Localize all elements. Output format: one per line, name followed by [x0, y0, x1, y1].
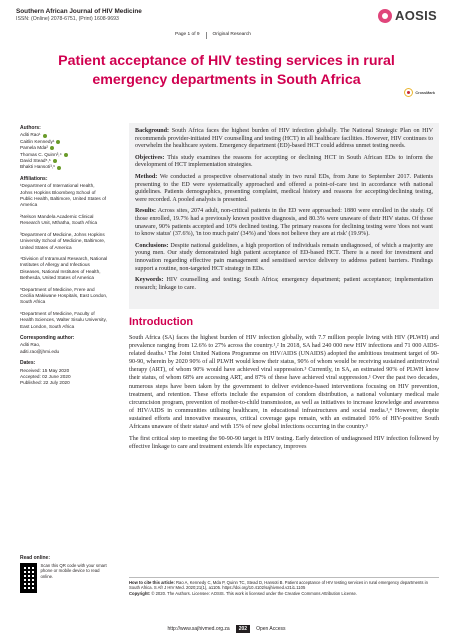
read-online-block	[20, 555, 108, 593]
aosis-logo-text: AOSIS	[395, 8, 437, 23]
abstract-label: Results:	[135, 208, 156, 215]
page-number: 202	[236, 625, 250, 633]
journal-header	[16, 8, 142, 22]
affiliation-item: ⁴Division of Intramural Research, National Institutes of Allergy and Infectious Diseases, National Institutes of Health, Bethesda, United States of America	[20, 255, 108, 281]
authors-heading: Authors:	[20, 125, 41, 131]
abstract-label: Background:	[135, 128, 170, 134]
copyright-label: Copyright:	[129, 590, 151, 596]
read-online-text: Scan this QR code with your smart phone or mobile device to read online.	[40, 563, 107, 579]
journal-url[interactable]: http://www.sajhivmed.org.za	[167, 626, 230, 632]
citation-text[interactable]: Rao A, Kennedy C, Mda P, Quinn TC, Stead D, Hansoti B. Patient acceptance of HIV testing services in rural emergency departments in South Africa. S Afr J HIV Med. 2020;21(1), a1105. https://doi.org/10.4102/sajhivmed.v21i1.1105	[129, 580, 428, 591]
journal-issn: ISSN: (Online) 2078-6751, (Print) 1608-9693	[16, 16, 119, 22]
abstract-keywords	[135, 277, 433, 292]
dates-heading: Dates:	[20, 360, 36, 367]
affiliation-item: ³Department of Medicine, Johns Hopkins University School of Medicine, Baltimore, United States of America	[20, 231, 106, 250]
corresponding-name: Aditi Rao,	[20, 342, 41, 348]
page-info	[175, 32, 251, 39]
author-name: Bhakti Hansoti³,⁶	[20, 164, 56, 170]
abstract-box	[129, 123, 439, 309]
citation-block	[129, 577, 439, 596]
abstract-objectives	[135, 155, 433, 170]
affiliation-item: ¹Department of International Health, Johns Hopkins Bloomberg School of Public Health, Baltimore, United States of America	[20, 183, 106, 208]
journal-name: Southern African Journal of HIV Medicine	[16, 8, 142, 15]
author-name: David Stead⁵,⁶	[20, 158, 51, 164]
how-to-cite	[129, 580, 439, 591]
citation-label: How to cite this article:	[129, 580, 175, 585]
page-count: Page 1 of 9	[175, 32, 200, 37]
body-paragraph: South Africa (SA) faces the highest burden of HIV infection globally, with 7.7 million people living with HIV (PLWH) and prevalence ranging from 12.6% to 27% across the country.¹,² In 2018, SA had 240 000 new HIV infections and 71 000 AIDS-related deaths.¹ The Joint United Nations Programme on HIV/AIDS (UNAIDS) adopted the ambitious treatment target of 90-90-90, wherein by 2020 90% of all PLWH would know their status, 90% of whom would be receiving sustained antiretroviral therapy (ART), of whom 90% would have achieved viral suppression.³ Currently, in SA, an estimated 90% of PLWH know their status, of whom 68% are accessing ART, and 87% of these have achieved viral suppression.¹ Over the past two decades, numerous steps have been taken by the government to deliver evidence-based interventions focusing on HIV prevention, treatment, and retention. These efforts include the expansion of condom distribution, a national voluntary medical male circumcision program, prevention of mother-to-child transmission, as well as initiatives to increase knowledge and awareness of HIV/AIDS in communities utilising healthcare, in educational infrastructures and social media.³,⁴ However, despite sustained efforts and innovative measures, critical coverage gaps remain, with an estimated 10% of HIV-positive South Africans unaware of their status¹ and with 15% of new global infections occurring in the country.⁵	[129, 335, 439, 431]
divider	[206, 32, 207, 39]
affiliations-block	[20, 176, 108, 330]
abstract-conclusions	[135, 243, 433, 273]
aosis-logo-icon	[378, 9, 392, 23]
abstract-label: Keywords:	[135, 277, 164, 284]
abstract-text: This study examines the reasons for accepting or declining HCT in South African EDs to inform the development of HCT implementation strategies.	[135, 154, 433, 169]
page-footer	[0, 625, 453, 633]
abstract-results	[135, 208, 433, 238]
orcid-icon[interactable]	[50, 146, 54, 150]
crossmark-label: CrossMark	[415, 90, 435, 95]
date-published: Published: 22 July 2020	[20, 380, 70, 386]
crossmark-badge[interactable]	[404, 88, 435, 97]
abstract-text: Across sites, 2074 adult, non-critical patients in the ED were approached: 1880 were enrolled in the study. Of those enrolled, 19.7% had a previously known positive diagnosis, and 80.3% were unaware of their HIV status. Of those unaware, 90% patients accepted and 10% declined testing. The primary reasons for declining testing were 'does not want to know status' (37.6%), 'in too much pain' (34%) and 'does not believe they are at risk' (19.9%).	[135, 208, 434, 238]
date-received: Received: 15 May 2020	[20, 367, 70, 373]
article-type: Original Research	[212, 32, 251, 37]
corresponding-block	[20, 335, 108, 355]
corresponding-heading: Corresponding author:	[20, 334, 75, 341]
orcid-icon[interactable]	[43, 134, 47, 138]
date-accepted: Accepted: 02 June 2020	[20, 374, 71, 379]
orcid-icon[interactable]	[57, 166, 61, 170]
abstract-method	[135, 174, 433, 204]
introduction-body	[129, 334, 439, 455]
abstract-text: We conducted a prospective observational study in two rural EDs, from June to September 2017. Patients presenting to the ED were systematically approached and offered a point-of-care test in accordance with national guidelines. Patients demographics, presenting complaint, medical history and reasons for accepting/declining testing, were recorded. A pooled analysis is presented.	[135, 173, 433, 203]
corresponding-email[interactable]: aditi.rao@jhmi.edu	[20, 348, 60, 354]
body-paragraph: The first critical step to meeting the 90-90-90 target is HIV testing. Early detection of undiagnosed HIV infection followed by effective linkage to care and treatment extends life expectancy, improves	[129, 436, 439, 451]
abstract-text: Despite national guidelines, a high proportion of individuals remain undiagnosed, of which a majority are young men. Our study demonstrated high patient acceptance of ED-based HCT. There is a need for investment and innovation regarding effective pain management and sensitised service delivery to address patient barriers. Findings support a routine, non-targeted HCT strategy in EDs.	[135, 242, 433, 272]
author-name: Pamela Mda²	[20, 145, 48, 151]
orcid-icon[interactable]	[53, 159, 57, 163]
copyright-text: © 2020. The Authors. Licensee: AOSIS. This work is licensed under the Creative Commons Attribution License.	[151, 590, 358, 596]
affiliations-heading: Affiliations:	[20, 175, 48, 182]
qr-code-icon[interactable]	[20, 563, 37, 593]
abstract-label: Objectives:	[135, 154, 165, 161]
dates-block	[20, 360, 108, 387]
affiliation-item: ⁶Department of Medicine, Faculty of Health Sciences, Walter Sisulu University, East London, South Africa	[20, 310, 107, 329]
orcid-icon[interactable]	[56, 140, 60, 144]
article-sidebar	[20, 125, 108, 392]
copyright	[129, 591, 439, 596]
article-title: Patient acceptance of HIV testing services in rural emergency departments in South Africa	[58, 53, 395, 88]
abstract-label: Method:	[135, 173, 158, 180]
authors-block	[20, 125, 108, 171]
abstract-background	[135, 128, 433, 151]
author-name: Thomas C. Quinn³,⁴	[20, 151, 62, 157]
open-access-label: Open Access	[256, 626, 286, 632]
affiliation-item: ²Nelson Mandela Academic Clinical Research Unit, Mthatha, South Africa	[20, 213, 98, 226]
abstract-label: Conclusions:	[135, 242, 169, 249]
author-name: Aditi Rao¹	[20, 132, 41, 138]
abstract-text: South Africa faces the highest burden of HIV infection globally. The National Strategic Plan on HIV recommends provider-initiated HIV counselling and testing (HCT) in all healthcare facilities. However, HIV continues to overwhelm the healthcare system. Emergency department (ED)-based HCT could address unmet testing needs.	[135, 128, 433, 150]
introduction-heading: Introduction	[129, 316, 194, 328]
read-online-heading: Read online:	[20, 555, 51, 561]
author-name: Caitlin Kennedy¹	[20, 138, 55, 144]
crossmark-icon	[404, 88, 413, 97]
affiliation-item: ⁵Department of Medicine, Frere and Cecilia Makiwane Hospitals, East London, South Africa	[20, 286, 108, 305]
orcid-icon[interactable]	[64, 153, 68, 157]
author-item[interactable]	[20, 164, 108, 170]
aosis-logo[interactable]	[378, 8, 437, 23]
abstract-text: HIV counselling and testing; South Africa; emergency department; patient acceptance; implementation research; linkage to care.	[135, 277, 433, 291]
